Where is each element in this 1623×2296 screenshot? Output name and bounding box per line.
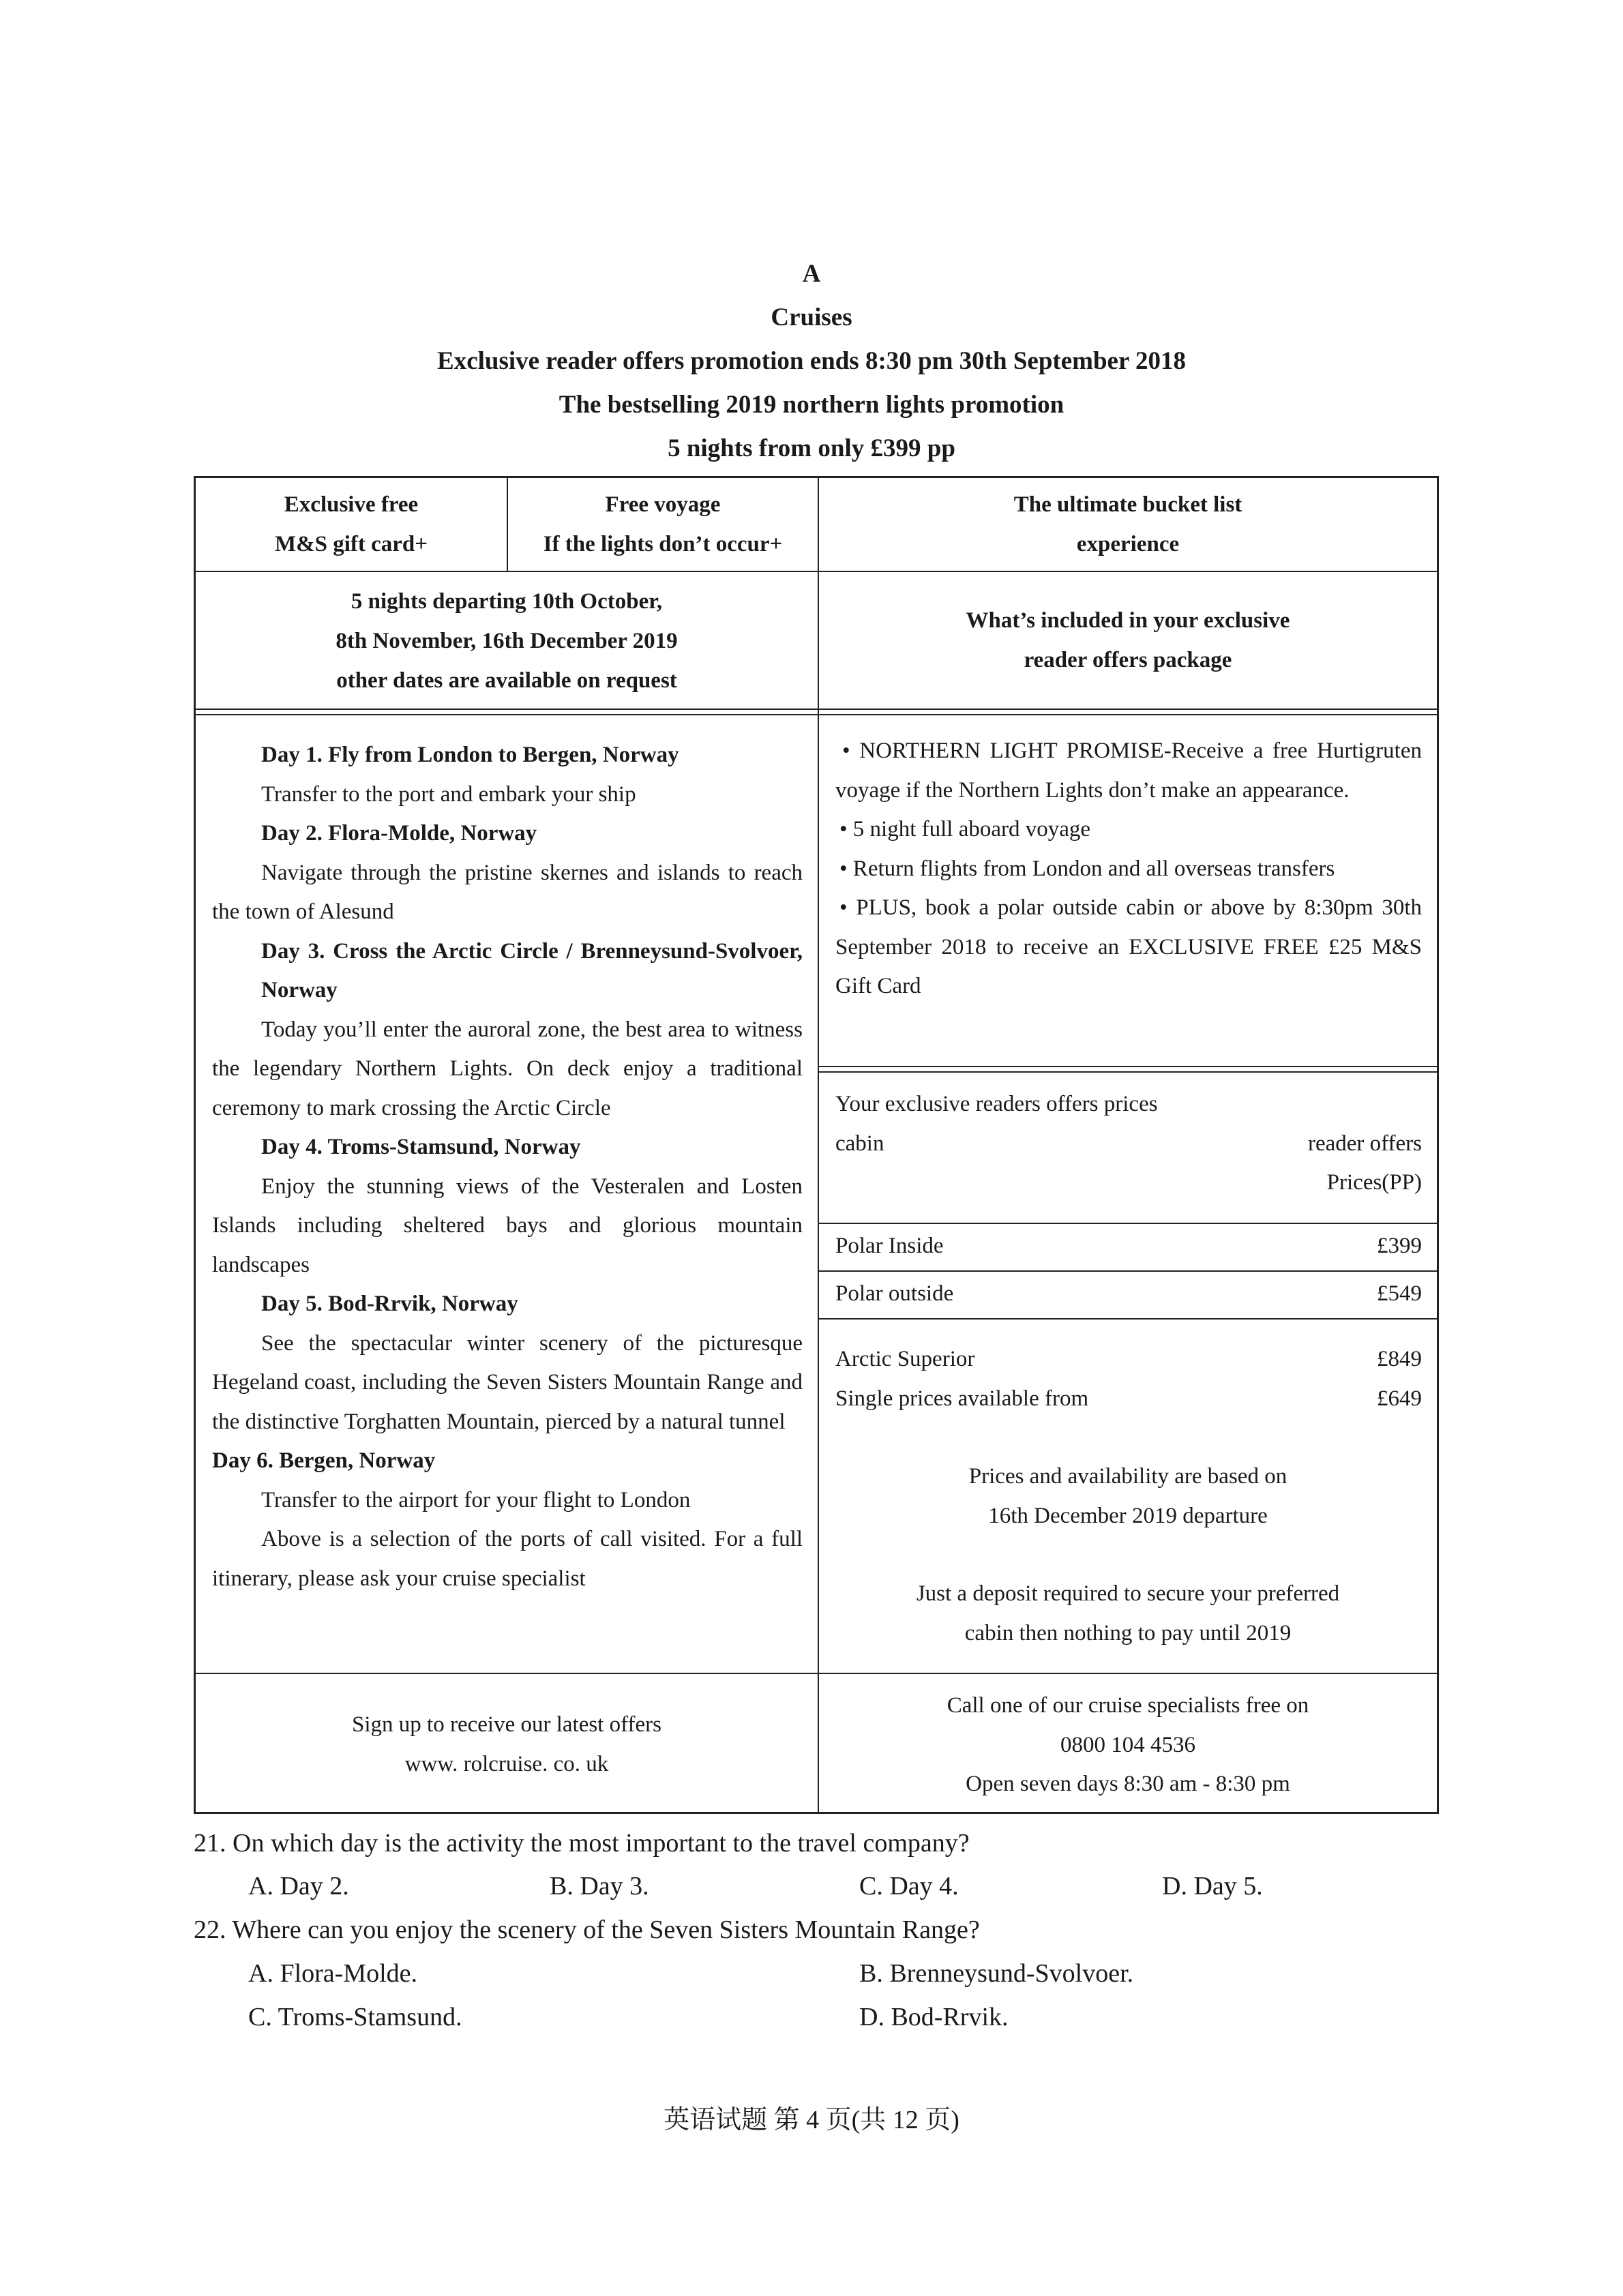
option-d[interactable]: D. Day 5. <box>1162 1872 1263 1900</box>
package-heading-cell <box>819 601 1437 680</box>
cell-line: 5 nights departing 10th October, <box>351 589 663 614</box>
opening-hours: Open seven days 8:30 am - 8:30 pm <box>966 1772 1290 1796</box>
promo-line-1: Exclusive reader offers promotion ends 8:30 pm 30th September 2018 <box>437 347 1186 375</box>
note-line: Just a deposit required to secure your preferred <box>916 1581 1340 1606</box>
day-5-title: Day 5. Bod-Rrvik, Norway <box>261 1292 518 1316</box>
option-c[interactable]: C. Troms-Stamsund. <box>248 2003 462 2031</box>
question-22: 22. Where can you enjoy the scenery of the Seven Sisters Mountain Range? <box>194 1915 980 1944</box>
note-line: Prices and availability are based on <box>968 1464 1287 1489</box>
page-title: Cruises <box>771 303 852 331</box>
promo-line-2: The bestselling 2019 northern lights promotion <box>559 391 1064 419</box>
day-4-title: Day 4. Troms-Stamsund, Norway <box>261 1135 581 1159</box>
cruise-table <box>194 476 1439 1814</box>
note-line: 16th December 2019 departure <box>988 1503 1268 1528</box>
package-list <box>835 732 1422 1007</box>
day-2-title: Day 2. Flora-Molde, Norway <box>261 821 537 846</box>
divider <box>196 1673 1437 1674</box>
option-a[interactable]: A. Flora-Molde. <box>248 1959 418 1988</box>
day-2-text: Navigate through the pristine skernes and islands to reach the town of Alesund <box>212 860 803 924</box>
cell-line: 8th November, 16th December 2019 <box>336 629 678 653</box>
day-1-text: Transfer to the port and embark your ship <box>261 781 636 807</box>
deposit-note <box>819 1575 1437 1653</box>
header <box>0 252 1623 471</box>
promo-line-3: 5 nights from only £399 pp <box>668 434 955 462</box>
option-d[interactable]: D. Bod-Rrvik. <box>859 2003 1009 2031</box>
signup-cell <box>196 1705 818 1784</box>
cell-line: What’s included in your exclusive <box>966 608 1290 633</box>
free-voyage-cell <box>508 485 818 564</box>
day-1-title: Day 1. Fly from London to Bergen, Norway <box>261 743 679 767</box>
package-bullet: • Return flights from London and all overseas transfers <box>839 856 1335 881</box>
cell-line: M&S gift card+ <box>274 532 428 556</box>
cabin-price: £549 <box>1377 1281 1422 1306</box>
question-21-options <box>248 1864 1476 1908</box>
contact-cell <box>819 1686 1437 1804</box>
option-a[interactable]: A. Day 2. <box>248 1872 349 1900</box>
divider <box>818 1066 1437 1067</box>
question-22-options <box>248 1952 1476 2039</box>
cabin-name: Polar Inside <box>835 1234 944 1258</box>
divider <box>196 571 1437 572</box>
note-line: cabin then nothing to pay until 2019 <box>964 1620 1292 1645</box>
price-row <box>835 1227 1422 1266</box>
signup-text: Sign up to receive our latest offers <box>352 1712 661 1737</box>
day-4-text: Enjoy the stunning views of the Vesteralen and Losten Islands including sheltered bays and glorious mountain landscapes <box>212 1174 803 1277</box>
day-6-title: Day 6. Bergen, Norway <box>212 1448 436 1473</box>
price-row <box>835 1274 1422 1314</box>
itinerary <box>212 736 803 1598</box>
cell-line: Free voyage <box>605 492 721 517</box>
prices-column-label: Prices(PP) <box>1326 1170 1422 1195</box>
day-5-text: See the spectacular winter scenery of the picturesque Hegeland coast, including the Seven Sisters Mountain Range and the distinctive Torghatten Mountain, pierced by a natural tunnel <box>212 1330 803 1434</box>
cabin-name: Arctic Superior <box>835 1347 975 1371</box>
prices-header <box>835 1085 1422 1203</box>
contact-text: Call one of our cruise specialists free on <box>947 1693 1309 1718</box>
offers-column-label: reader offers <box>1307 1131 1422 1156</box>
price-note <box>819 1457 1437 1536</box>
cabin-column-label: cabin <box>835 1131 884 1156</box>
divider <box>196 714 1437 715</box>
question-21: 21. On which day is the activity the most important to the travel company? <box>194 1829 970 1858</box>
page-footer: 英语试题 第 4 页(共 12 页) <box>664 2106 959 2134</box>
day-3-title: Day 3. Cross the Arctic Circle / Brenneysund-Svolvoer, Norway <box>261 938 803 1002</box>
cabin-name: Single prices available from <box>835 1386 1089 1411</box>
package-bullet: • NORTHERN LIGHT PROMISE-Receive a free Hurtigruten voyage if the Northern Lights don’t make an appearance. <box>835 739 1422 803</box>
price-row <box>835 1380 1422 1419</box>
day-3-text: Today you’ll enter the auroral zone, the best area to witness the legendary Northern Lights. On deck enjoy a traditional ceremony to mark crossing the Arctic Circle <box>212 1017 803 1120</box>
section-label: A <box>802 260 821 288</box>
gift-card-cell <box>196 485 507 564</box>
option-c[interactable]: C. Day 4. <box>859 1872 959 1900</box>
cabin-price: £399 <box>1377 1234 1422 1258</box>
divider <box>818 1071 1437 1073</box>
cabin-price: £649 <box>1377 1386 1422 1411</box>
package-bullet: • PLUS, book a polar outside cabin or above by 8:30pm 30th September 2018 to receive an EXCLUSIVE FREE £25 M&S Gift Card <box>835 895 1422 998</box>
cell-line: experience <box>1076 532 1180 556</box>
divider <box>818 1270 1437 1272</box>
cabin-price: £849 <box>1377 1347 1422 1371</box>
cabin-name: Polar outside <box>835 1281 954 1306</box>
cell-line: reader offers package <box>1024 648 1232 672</box>
package-bullet: • 5 night full aboard voyage <box>839 817 1091 841</box>
website-link[interactable]: www. rolcruise. co. uk <box>404 1751 609 1776</box>
phone-number: 0800 104 4536 <box>1060 1732 1195 1757</box>
divider <box>818 1223 1437 1224</box>
option-b[interactable]: B. Brenneysund-Svolvoer. <box>859 1959 1134 1988</box>
price-row <box>835 1340 1422 1380</box>
prices-heading: Your exclusive readers offers prices <box>835 1092 1158 1116</box>
day-6-text: Transfer to the airport for your flight to London <box>261 1487 691 1512</box>
divider <box>196 709 1437 710</box>
option-b[interactable]: B. Day 3. <box>550 1872 649 1900</box>
cell-line: The ultimate bucket list <box>1013 492 1242 517</box>
departure-dates-cell <box>196 582 818 700</box>
itinerary-closing: Above is a selection of the ports of call visited. For a full itinerary, please ask your cruise specialist <box>212 1527 803 1591</box>
cell-line: other dates are available on request <box>336 668 677 693</box>
cell-line: If the lights don’t occur+ <box>543 532 783 556</box>
cell-line: Exclusive free <box>284 492 419 517</box>
bucket-list-cell <box>819 485 1437 564</box>
divider <box>818 1318 1437 1320</box>
